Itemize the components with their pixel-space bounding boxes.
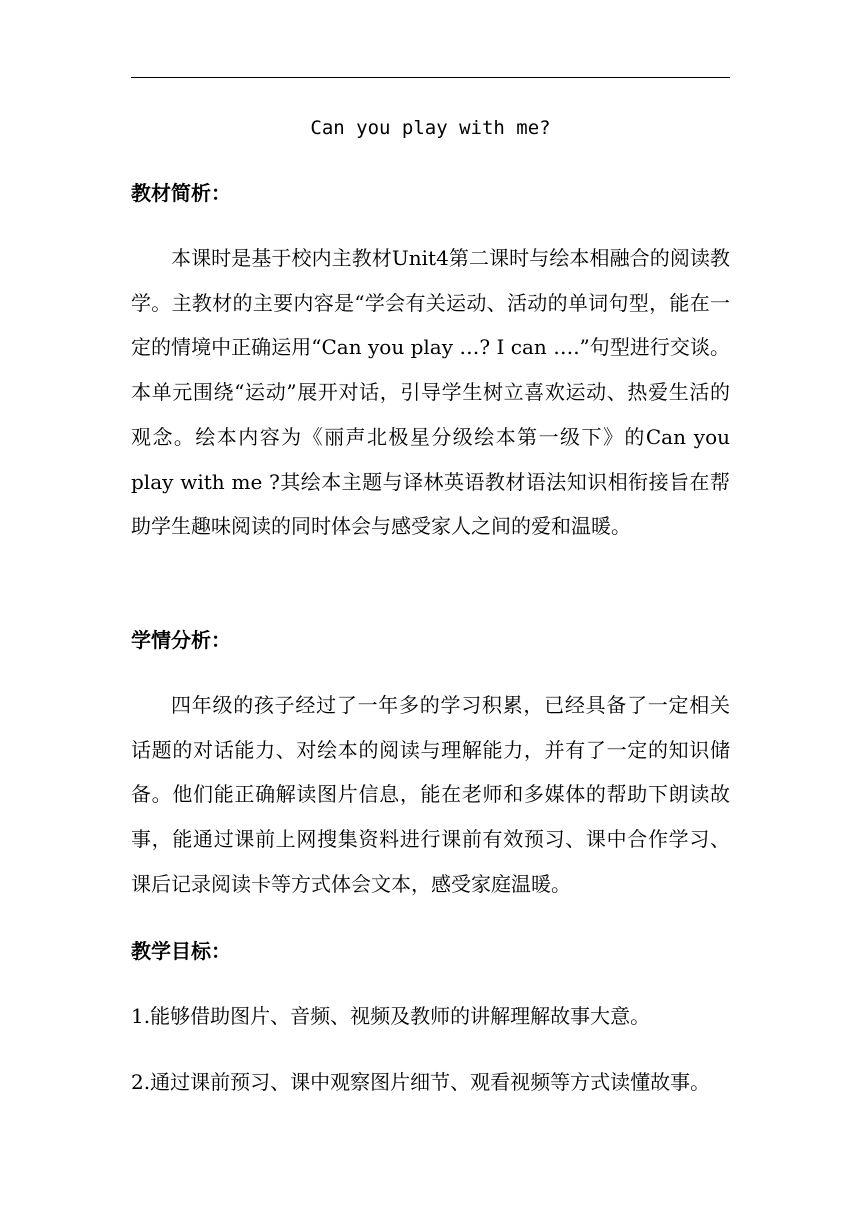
document-title: Can you play with me? <box>310 117 551 139</box>
section-heading-textbook-analysis: 教材简析： <box>131 181 231 205</box>
section-paragraph-textbook-analysis: 本课时是基于校内主教材Unit4第二课时与绘本相融合的阅读教学。主教材的主要内容是“学会有关运动、活动的单词句型，能在一定的情境中正确运用“Can you play …? I can ….”句型进行交谈。本单元围绕“运动”展开对话，引导学生树立喜欢运动、热爱生活的观念。绘本内容为《丽声北极星分级绘本第一级下》的Can you play with me ?其绘本主题与译林英语教材语法知识相衔接旨在帮助学生趣味阅读的同时体会与感受家人之间的爱和温暖。 <box>131 246 730 539</box>
section-paragraph-learner-analysis: 四年级的孩子经过了一年多的学习积累，已经具备了一定相关话题的对话能力、对绘本的阅读与理解能力，并有了一定的知识储备。他们能正确解读图片信息，能在老师和多媒体的帮助下朗读故事，能通过课前上网搜集资料进行课前有效预习、课中合作学习、课后记录阅读卡等方式体会文本，感受家庭温暖。 <box>131 693 730 896</box>
section-heading-teaching-goals: 教学目标： <box>131 939 231 963</box>
goal-item-2: 2.通过课前预习、课中观察图片细节、观看视频等方式读懂故事。 <box>131 1070 711 1094</box>
goal-item-1: 1.能够借助图片、音频、视频及教师的讲解理解故事大意。 <box>131 1004 651 1028</box>
section-heading-learner-analysis: 学情分析： <box>131 628 231 652</box>
header-rule <box>131 77 730 78</box>
